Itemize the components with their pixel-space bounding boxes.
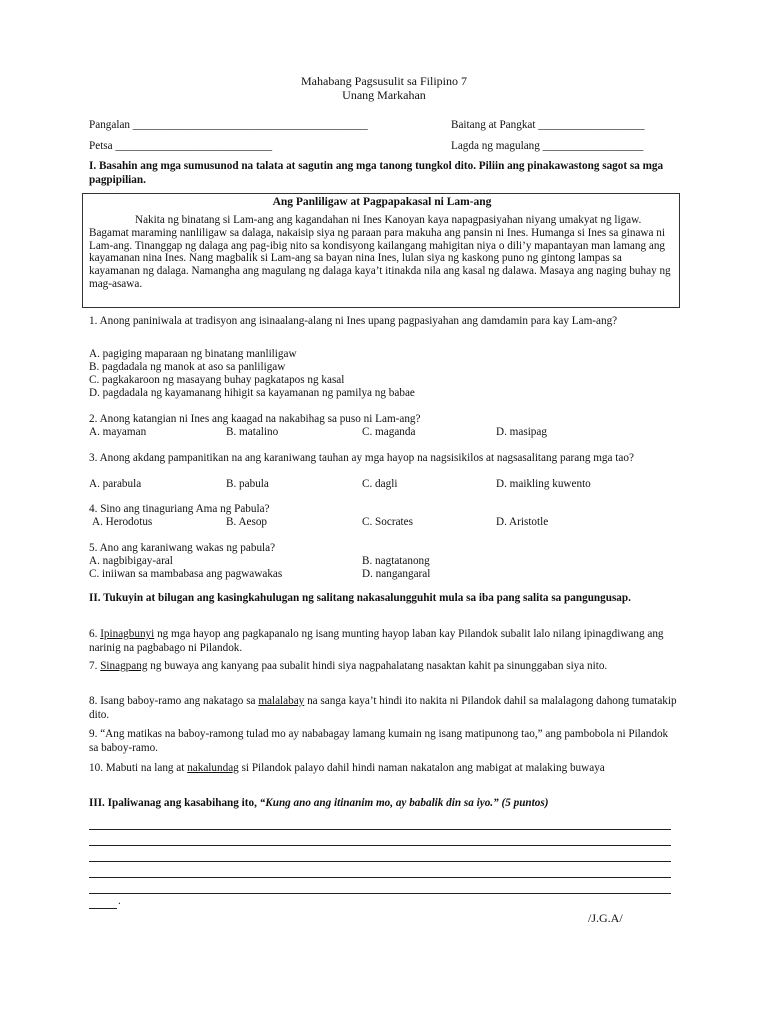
q2-option-c: C. maganda [362, 426, 416, 438]
q5-option-d: D. nangangaral [362, 568, 431, 580]
q6-text: ng mga hayop ang pagkapanalo ng isang munting hayop laban kay Pilandok subalit lalo nilang ipinagdiwang ang narinig na pagbabago ni Pilandok. [89, 628, 664, 654]
answer-line[interactable] [89, 877, 671, 878]
q7-underlined-word: Sinagpang [100, 660, 148, 672]
question-8 [89, 695, 677, 722]
q7-number: 7. [89, 660, 101, 672]
q6-underlined-word: Ipinagbunyi [100, 628, 155, 640]
exam-subtitle: Unang Markahan [342, 88, 426, 102]
q4-option-d: D. Aristotle [496, 516, 549, 528]
answer-line[interactable] [89, 845, 671, 846]
part1-instruction: I. Basahin ang mga sumusunod na talata at sagutin ang mga tanong tungkol dito. Piliin ang pinakawastong sagot sa mga pagpipilian. [89, 160, 664, 186]
q2-option-a: A. mayaman [89, 426, 147, 438]
question-5: 5. Ano ang karaniwang wakas ng pabula? [89, 542, 276, 554]
question-2: 2. Anong katangian ni Ines ang kaagad na nakabihag sa puso ni Lam-ang? [89, 413, 421, 425]
q3-option-b: B. pabula [226, 478, 269, 490]
question-10 [89, 762, 677, 776]
answer-end-period: . [118, 895, 121, 907]
q8-underlined-word: malalabay [258, 695, 305, 707]
name-field: Pangalan __________________________________________ [89, 119, 368, 131]
passage-title: Ang Panliligaw at Pagpapakasal ni Lam-ang [272, 196, 492, 208]
q10-underlined-word: nakalundag [187, 762, 239, 774]
part3-instruction [89, 797, 548, 811]
passage-text: Nakita ng binatang si Lam-ang ang kagandahan ni Ines Kanoyan kaya napagpasiyahan niyang umakyat ng ligaw. Bagamat maraming nanliligaw sa dalaga, nakaisip siya ng paraan para makuha ang pansin ni Ines. Humanga si Ines sa ginawa ni Lam-ang. Tinanggap ng dalaga ang pag-ibig nito sa kondisyong kailangang mahigitan niya o dili’y mapantayan man lamang ang kayamanan nina Ines. Nang magbalik si Lam-ang sa bayan nina Ines, lulan siya ng kaskong puno ng gintong lampas sa kayamanan ng dalaga. Namangha ang magulang ng dalaga kaya’t itinakda nila ang kasal ng dalawa. Masaya ang naging buhay ng mag-asawa. [89, 214, 671, 290]
grade-section-field: Baitang at Pangkat ___________________ [451, 119, 645, 131]
part3-quote: “Kung ano ang itinanim mo, ay babalik din sa iyo.” (5 puntos) [259, 797, 549, 809]
q10-text: si Pilandok palayo dahil hindi naman nakatalon ang mabigat at malaking buwaya [238, 762, 605, 774]
answer-line[interactable] [89, 829, 671, 830]
q8-prefix: 8. Isang baboy-ramo ang nakatago sa [89, 695, 259, 707]
q6-number: 6. [89, 628, 101, 640]
question-6 [89, 628, 677, 655]
question-3: 3. Anong akdang pampanitikan na ang karaniwang tauhan ay mga hayop na nagsisikilos at nagsasalitang parang mga tao? [89, 452, 634, 464]
q1-option-d: D. pagdadala ng kayamanang hihigit sa kayamanan ng pamilya ng babae [89, 387, 415, 399]
date-field: Petsa ____________________________ [89, 140, 273, 152]
q5-option-b: B. nagtatanong [362, 555, 430, 567]
q3-option-c: C. dagli [362, 478, 398, 490]
part2-instruction: II. Tukuyin at bilugan ang kasingkahulugan ng salitang nakasalungguhit mula sa iba pang salita sa pangungusap. [89, 592, 631, 604]
question-7 [89, 660, 677, 674]
q10-prefix: 10. Mabuti na lang at [89, 762, 188, 774]
question-4: 4. Sino ang tinaguriang Ama ng Pabula? [89, 503, 270, 515]
q5-option-a: A. nagbibigay-aral [89, 555, 173, 567]
q8-text: na sanga kaya’t hindi ito nakita ni Pilandok dahil sa malalagong dahong tumatakip dito. [89, 695, 677, 721]
question-1: 1. Anong paniniwala at tradisyon ang isinaalang-alang ni Ines upang pagpasiyahan ang damdamin para kay Lam-ang? [89, 315, 618, 327]
q1-option-c: C. pagkakaroon ng masayang buhay pagkatapos ng kasal [89, 374, 345, 386]
q4-option-b: B. Aesop [226, 516, 268, 528]
q7-text: ng buwaya ang kanyang paa subalit hindi siya nagpahalatang nasaktan kahit pa sinunggaban siya nito. [147, 660, 608, 672]
teacher-initials: /J.G.A/ [588, 911, 623, 925]
q4-option-a: A. Herodotus [92, 516, 153, 528]
part3-prefix: III. Ipaliwanag ang kasabihang ito, [89, 797, 260, 809]
q1-option-a: A. pagiging maparaan ng binatang manliligaw [89, 348, 297, 360]
answer-line[interactable] [89, 893, 671, 894]
reading-passage-box [82, 193, 680, 308]
q2-option-b: B. matalino [226, 426, 279, 438]
q5-option-c: C. iniiwan sa mambabasa ang pagwawakas [89, 568, 283, 580]
q2-option-d: D. masipag [496, 426, 547, 438]
q3-option-d: D. maikling kuwento [496, 478, 591, 490]
q4-option-c: C. Socrates [362, 516, 413, 528]
parent-signature-field: Lagda ng magulang __________________ [451, 140, 644, 152]
answer-line[interactable] [89, 861, 671, 862]
question-9: 9. “Ang matikas na baboy-ramong tulad mo ay nababagay lamang kumain ng isang matipunong tao,” ang pambobola ni Pilandok sa baboy-ramo. [89, 728, 669, 754]
exam-title: Mahabang Pagsusulit sa Filipino 7 [301, 74, 467, 88]
q1-option-b: B. pagdadala ng manok at aso sa panliligaw [89, 361, 286, 373]
q3-option-a: A. parabula [89, 478, 142, 490]
answer-line-end[interactable] [89, 908, 117, 909]
